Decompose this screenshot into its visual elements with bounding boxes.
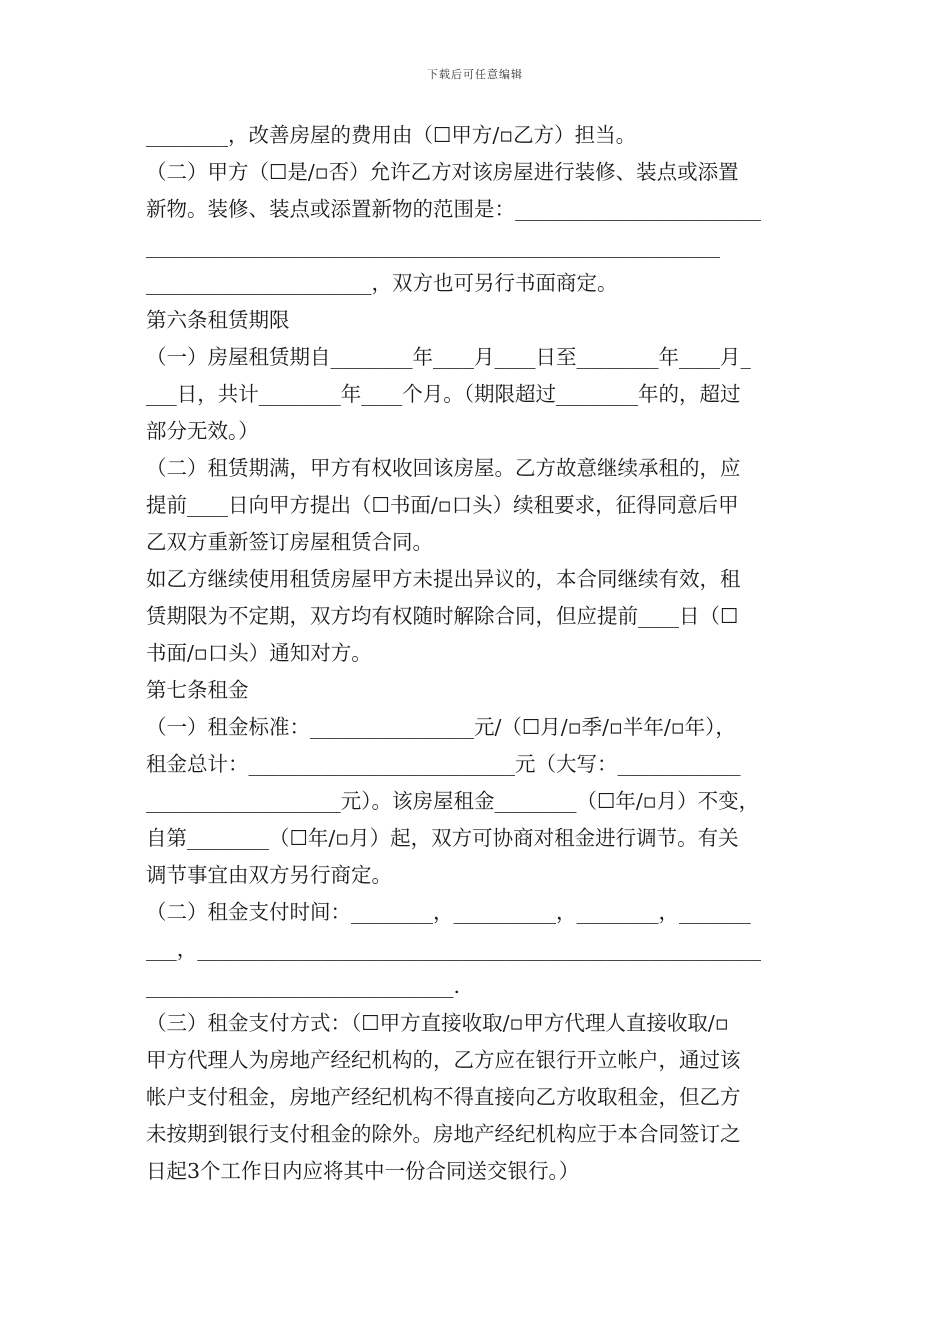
text-line: 书面/▫口头）通知对方。 [146, 641, 372, 665]
text-line: （一）房屋租赁期自________年____月____日至________年____月_ [146, 345, 751, 369]
text-line: 甲方代理人为房地产经纪机构的，乙方应在银行开立帐户，通过该 [146, 1048, 741, 1072]
text-line: 日起3个工作日内应将其中一份合同送交银行。） [146, 1159, 580, 1183]
text-line: （二）甲方（☐是/▫否）允许乙方对该房屋进行装修、装点或添置 [146, 160, 739, 184]
text-line: ___________________元）。该房屋租金________（☐年/▫月）不变， [146, 789, 760, 813]
section-heading: 第六条租赁期限 [146, 308, 290, 332]
text-line: 调节事宜由双方另行商定。 [146, 863, 392, 887]
section-heading: 第七条租金 [146, 678, 249, 702]
text-line: 帐户支付租金，房地产经纪机构不得直接向乙方收取租金，但乙方 [146, 1085, 741, 1109]
text-line: 乙双方重新签订房屋租赁合同。 [146, 530, 433, 554]
text-line: （一）租金标准：________________元/（☐月/▫季/▫半年/▫年）， [146, 715, 736, 739]
text-line: （二）租金支付时间：________，__________，________，_______ [146, 900, 751, 924]
text-line: 新物。装修、装点或添置新物的范围是：________________________ [146, 197, 761, 221]
text-line: 部分无效。） [146, 419, 259, 443]
text-line: 赁期限为不定期，双方均有权随时解除合同，但应提前____日（☐ [146, 604, 739, 628]
text-line: ______________________，双方也可另行书面商定。 [146, 271, 618, 295]
text-line: 未按期到银行支付租金的除外。房地产经纪机构应于本合同签订之 [146, 1122, 741, 1146]
text-line: 租金总计：__________________________元（大写：____________ [146, 752, 741, 776]
text-line: ___日，共计________年____个月。（期限超过________年的，超过 [146, 382, 741, 406]
text-line: ______________________________. [146, 974, 461, 998]
page-header: 下载后可任意编辑 [427, 68, 523, 81]
text-line: 提前____日向甲方提出（☐书面/▫口头）续租要求，征得同意后甲 [146, 493, 739, 517]
document-body [146, 117, 811, 1190]
text-line: （三）租金支付方式：（☐甲方直接收取/▫甲方代理人直接收取/▫ [146, 1011, 729, 1035]
text-line: ___，_______________________________________________________ [146, 937, 761, 961]
text-line: ________，改善房屋的费用由（☐甲方/▫乙方）担当。 [146, 123, 637, 147]
text-line: ________________________________________________________ [146, 234, 720, 258]
text-line: 自第________（☐年/▫月）起，双方可协商对租金进行调节。有关 [146, 826, 739, 850]
text-line: （二）租赁期满，甲方有权收回该房屋。乙方故意继续承租的，应 [146, 456, 741, 480]
text-line: 如乙方继续使用租赁房屋甲方未提出异议的，本合同继续有效，租 [146, 567, 741, 591]
